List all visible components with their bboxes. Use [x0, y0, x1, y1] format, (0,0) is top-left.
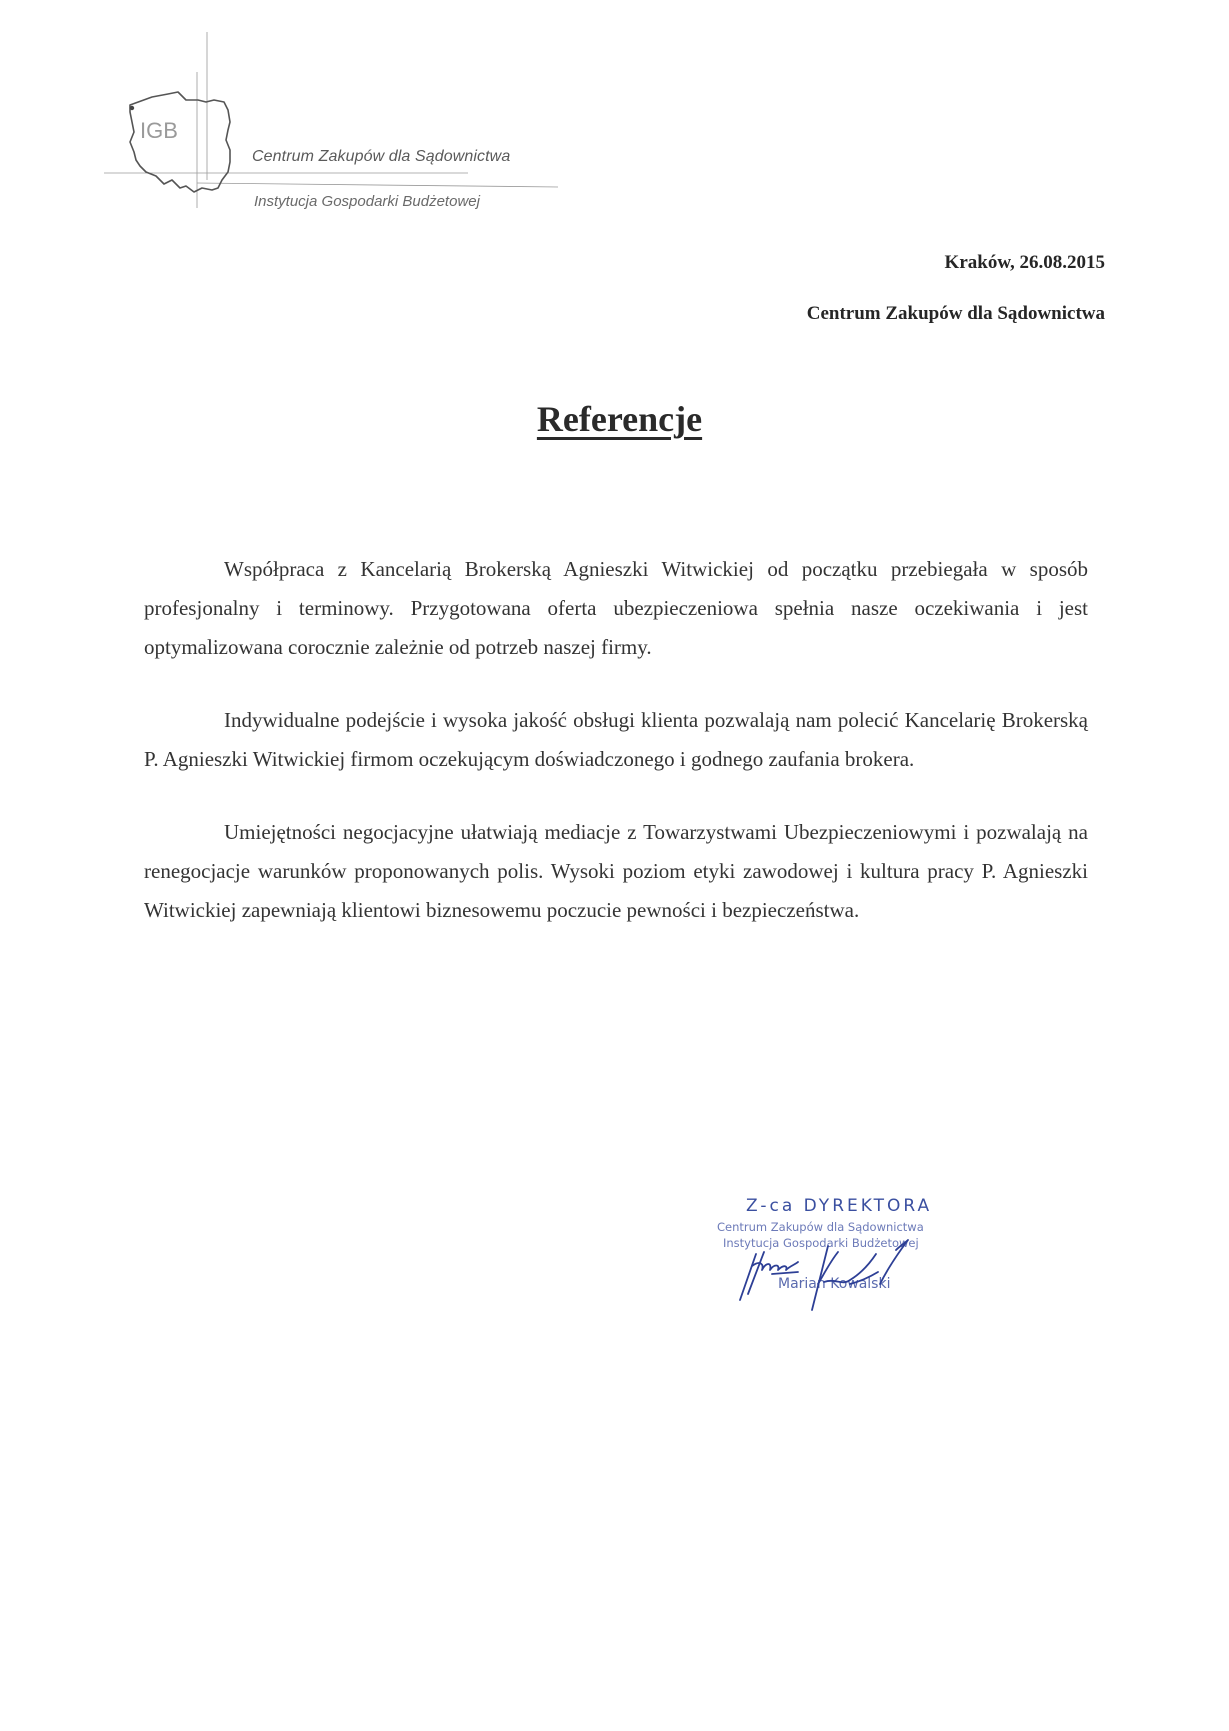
- handwritten-signature-icon: [700, 1190, 1020, 1330]
- stamp-signatory-name: Marian Kowalski: [778, 1276, 891, 1292]
- document-title: [0, 398, 1229, 440]
- stamp: [700, 1190, 1020, 1330]
- stamp-institution-type: Instytucja Gospodarki Budżetowej: [723, 1236, 919, 1250]
- logo-initials: IGB: [140, 118, 178, 143]
- letterhead-organization: Centrum Zakupów dla Sądownictwa: [252, 148, 511, 165]
- paragraph-2: Indywidualne podejście i wysoka jakość obsługi klienta pozwalają nam polecić Kancelarię Brokerską P. Agnieszki Witwickiej firmom oczekującym doświadczonego i godnego zaufania brokera.: [144, 708, 1088, 771]
- letter-body: [144, 550, 1088, 964]
- recipient: Centrum Zakupów dla Sądownictwa: [806, 303, 1105, 324]
- place-and-date: Kraków, 26.08.2015: [944, 252, 1105, 273]
- document-title-text: Referencje: [536, 399, 703, 439]
- letterhead: [90, 30, 570, 230]
- letterhead-institution-type: Instytucja Gospodarki Budżetowej: [254, 193, 480, 210]
- stamp-role: Z-ca DYREKTORA: [746, 1196, 933, 1216]
- paragraph-1: Współpraca z Kancelarią Brokerską Agnieszki Witwickiej od początku przebiegała w sposób profesjonalny i terminowy. Przygotowana oferta ubezpieczeniowa spełnia nasze oczekiwania i jest optymalizowana corocznie zależnie od potrzeb naszej firmy.: [144, 557, 1088, 659]
- paragraph-3: Umiejętności negocjacyjne ułatwiają mediacje z Towarzystwami Ubezpieczeniowymi i pozwalają na renegocjacje warunków proponowanych polis. Wysoki poziom etyki zawodowej i kultura pracy P. Agnieszki Witwickiej zapewniają klientowi biznesowemu poczucie pewności i bezpieczeństwa.: [144, 820, 1088, 922]
- stamp-organization: Centrum Zakupów dla Sądownictwa: [717, 1220, 924, 1234]
